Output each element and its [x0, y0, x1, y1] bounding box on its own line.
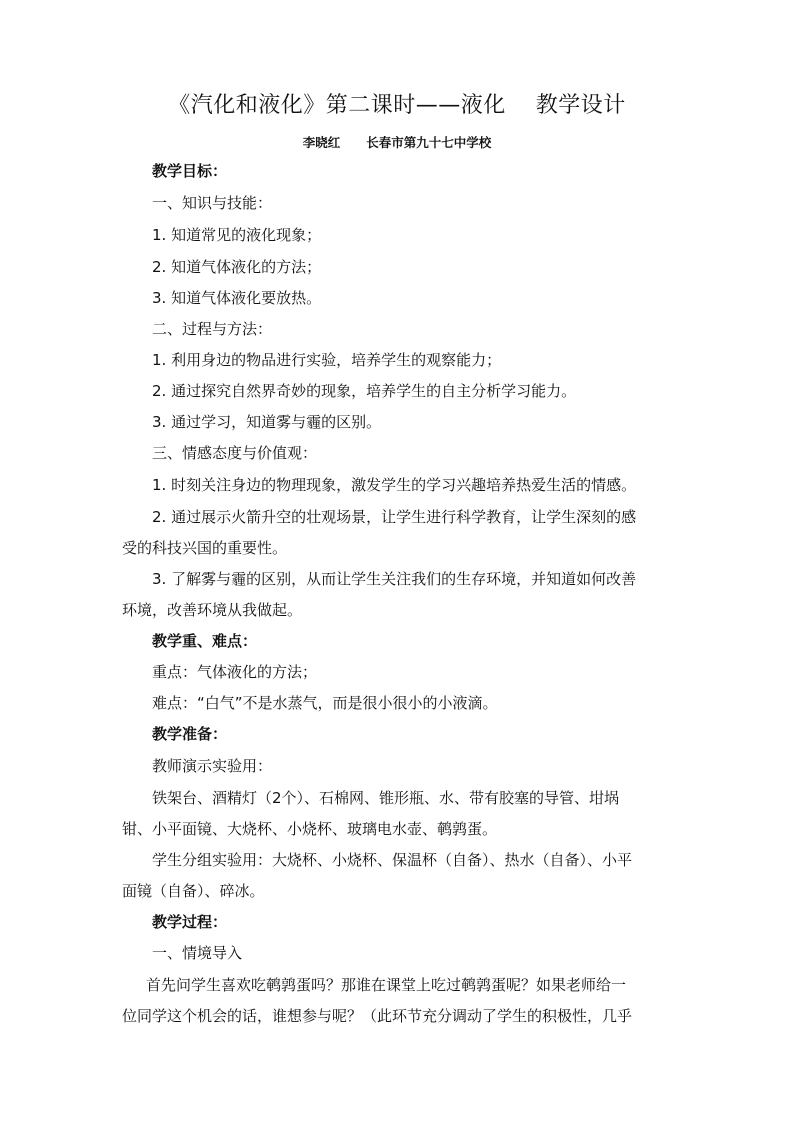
- section-intro-heading: 一、情境导入: [152, 944, 243, 962]
- teaching-process-heading: 教学过程：: [152, 913, 228, 931]
- emotion-item-3-line-2: 环境，改善环境从我做起。: [122, 601, 303, 619]
- intro-paragraph-line-2: 位同学这个机会的话，谁想参与呢？（此环节充分调动了学生的积极性，几乎: [122, 1007, 633, 1025]
- emotion-item-2-line-2: 受的科技兴国的重要性。: [122, 539, 288, 557]
- preparation-heading: 教学准备：: [152, 725, 228, 743]
- process-method-item-3: 3. 通过学习，知道雾与霾的区别。: [152, 413, 382, 431]
- teacher-demo-items-line-2: 钳、小平面镜、大烧杯、小烧杯、玻璃电水壶、鹌鹑蛋。: [122, 820, 498, 838]
- author-line: 李晓红 长春市第九十七中学校: [302, 135, 492, 150]
- process-method-item-1: 1. 利用身边的物品进行实验，培养学生的观察能力；: [152, 351, 502, 369]
- process-method-item-2: 2. 通过探究自然界奇妙的现象，培养学生的自主分析学习能力。: [152, 382, 577, 400]
- teacher-demo-items-line-1: 铁架台、酒精灯（2个）、石棉网、锥形瓶、水、带有胶塞的导管、坩埚: [152, 789, 620, 807]
- emotion-item-1: 1. 时刻关注身边的物理现象，激发学生的学习兴趣培养热爱生活的情感。: [152, 476, 637, 494]
- knowledge-heading: 一、知识与技能：: [152, 194, 273, 212]
- key-points-heading: 教学重、难点：: [152, 632, 258, 650]
- knowledge-item-2: 2. 知道气体液化的方法；: [152, 258, 322, 276]
- process-method-heading: 二、过程与方法：: [152, 320, 273, 338]
- emotion-item-2-line-1: 2. 通过展示火箭升空的壮观场景，让学生进行科学教育，让学生深刻的感: [152, 508, 637, 526]
- emotion-item-3-line-1: 3. 了解雾与霾的区别，从而让学生关注我们的生存环境，并知道如何改善: [152, 570, 637, 588]
- intro-paragraph-line-1: 首先问学生喜欢吃鹌鹑蛋吗？那谁在课堂上吃过鹌鹑蛋呢？如果老师给一: [146, 976, 627, 994]
- knowledge-item-1: 1. 知道常见的液化现象；: [152, 226, 322, 244]
- knowledge-item-3: 3. 知道气体液化要放热。: [152, 289, 322, 307]
- student-group-items-line-2: 面镜（自备）、碎冰。: [122, 882, 265, 900]
- teacher-demo-label: 教师演示实验用：: [152, 757, 273, 775]
- document-title: 《汽化和液化》第二课时——液化 教学设计: [168, 93, 626, 118]
- objectives-heading: 教学目标：: [152, 162, 228, 180]
- key-point: 重点：气体液化的方法；: [152, 663, 318, 681]
- difficult-point: 难点：“白气”不是水蒸气，而是很小很小的小液滴。: [152, 694, 498, 712]
- student-group-items-line-1: 学生分组实验用：大烧杯、小烧杯、保温杯（自备）、热水（自备）、小平: [152, 851, 633, 869]
- emotion-heading: 三、情感态度与价值观：: [152, 444, 318, 462]
